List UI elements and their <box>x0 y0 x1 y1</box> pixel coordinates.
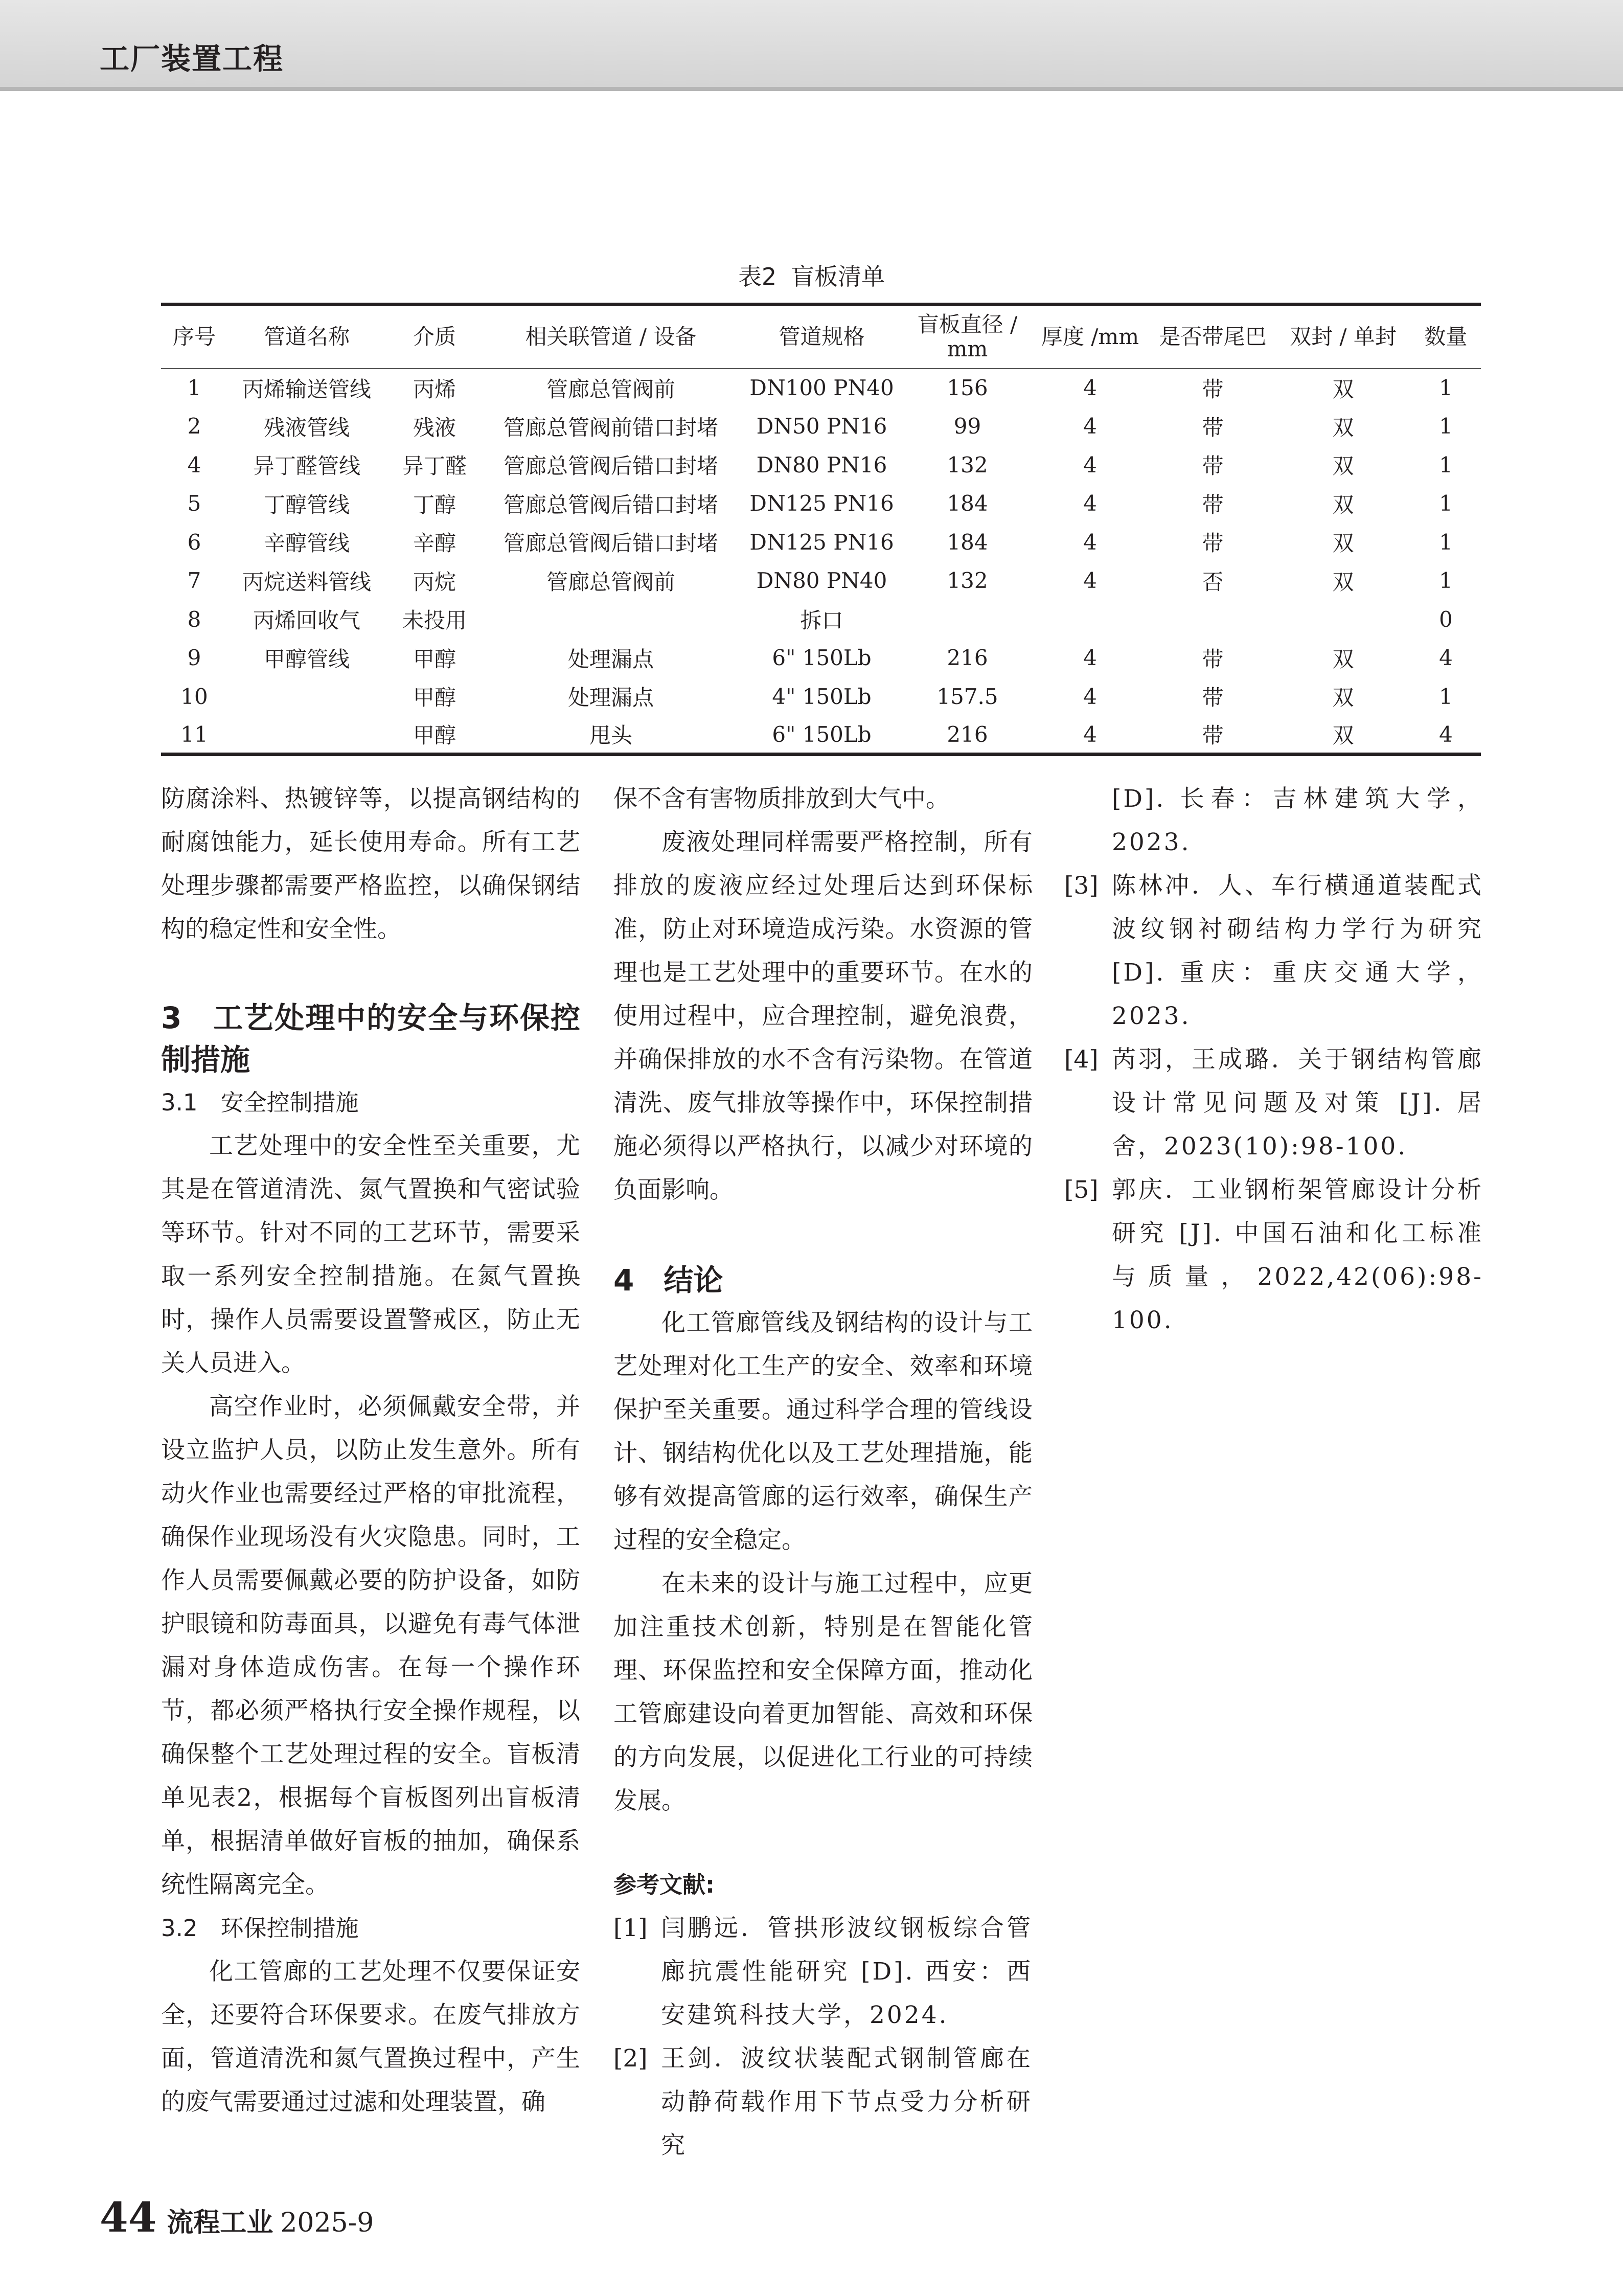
table-cell: 异丁醛 <box>402 453 467 479</box>
reference-item <box>1064 864 1483 1038</box>
table-cell: 管廊总管阀后错口封堵 <box>503 492 718 517</box>
table-cell <box>227 677 386 716</box>
table-cell: 带 <box>1202 376 1224 402</box>
table-cell: 双 <box>1332 492 1354 517</box>
paragraph: 化工管廊管线及钢结构的设计与工艺处理对化工生产的安全、效率和环境保护至关重要。通过科学合理的管线设计、钢结构优化以及工艺处理措施，能够有效提高管廊的运行效率，确保生产过程的安全稳定。 <box>613 1309 1033 1554</box>
table-cell: 带 <box>1202 646 1224 672</box>
reference-text: 芮羽，王成璐．关于钢结构管廊设计常见问题及对策 [J]. 居舍，2023(10):98-100. <box>1112 1045 1483 1161</box>
table-cell: 带 <box>1202 531 1224 556</box>
table-cell: 甲醇 <box>413 646 456 672</box>
section-heading: 3 工艺处理中的安全与环保控制措施 <box>161 1001 580 1077</box>
table-cell: 甩头 <box>589 723 632 748</box>
table-cell: 2 <box>187 414 201 439</box>
table-cell: 4 <box>1083 452 1097 478</box>
table-row <box>161 523 1481 562</box>
table-cell <box>227 716 386 755</box>
table-cell: 4 <box>1083 645 1097 671</box>
table-cell: 6" 150Lb <box>772 721 872 747</box>
table-cell: DN125 PN16 <box>749 491 894 516</box>
reference-text: 陈林冲．人、车行横通道装配式波纹钢衬砌结构力学行为研究 [D]. 重庆：重庆交通大学，2023. <box>1112 872 1483 1030</box>
table-cell: 4 <box>1083 529 1097 555</box>
table-cell: 1 <box>1439 529 1453 555</box>
table-cell <box>1150 600 1275 639</box>
table-cell: 4" 150Lb <box>772 684 872 709</box>
page-number: 44 <box>100 2193 157 2241</box>
table-cell: DN125 PN16 <box>749 529 894 555</box>
table-cell: 拆口 <box>800 608 843 633</box>
table-cell: 辛醇管线 <box>263 531 350 556</box>
column-header: 厚度 /mm <box>1041 324 1139 350</box>
table-cell: 残液 <box>413 415 456 440</box>
table-cell: 216 <box>947 721 988 747</box>
table-cell: 双 <box>1332 376 1354 402</box>
table-cell: 管廊总管阀前 <box>546 569 675 595</box>
table-cell: 丙烷送料管线 <box>242 569 371 595</box>
column-1 <box>161 777 580 2124</box>
table-cell: 双 <box>1332 569 1354 595</box>
table-cell: 带 <box>1202 415 1224 440</box>
journal-name: 流程工业 <box>167 2207 273 2238</box>
table-row <box>161 446 1481 485</box>
table-cell: 184 <box>947 529 988 555</box>
table-cell: 1 <box>1439 414 1453 439</box>
table-cell: 4 <box>1083 375 1097 401</box>
paragraph: 保不含有害物质排放到大气中。 <box>613 785 950 813</box>
table-cell: 双 <box>1332 531 1354 556</box>
table-cell: 丁醇管线 <box>263 492 350 517</box>
table-row <box>161 407 1481 446</box>
table-cell: 甲醇 <box>413 685 456 711</box>
subsection-heading: 3.2 环保控制措施 <box>161 1915 359 1942</box>
table-cell: 10 <box>180 684 208 709</box>
table-cell <box>905 600 1030 639</box>
table-cell: 157.5 <box>936 684 998 709</box>
table-label: 表2 <box>738 263 777 290</box>
table-cell: 132 <box>947 452 988 478</box>
page-footer <box>100 2193 374 2241</box>
table-header-row <box>161 305 1481 369</box>
reference-item <box>1064 1038 1483 1168</box>
table-cell: 11 <box>180 721 208 747</box>
section-title: 工厂装置工程 <box>100 41 284 76</box>
table-caption <box>0 258 1623 292</box>
paragraph: 在未来的设计与施工过程中，应更加注重技术创新，特别是在智能化管理、环保监控和安全保障方面，推动化工管廊建设向着更加智能、高效和环保的方向发展，以促进化工行业的可持续发展。 <box>613 1570 1033 1815</box>
column-header: 管道名称 <box>263 324 350 350</box>
table-cell <box>1275 600 1411 639</box>
table-cell: 4 <box>1083 414 1097 439</box>
table-cell: 4 <box>187 452 201 478</box>
reference-number: [5] <box>1064 1176 1099 1204</box>
table-cell: 1 <box>1439 684 1453 709</box>
table-cell: 7 <box>187 568 201 594</box>
table-cell: 0 <box>1439 606 1453 632</box>
table-cell: 甲醇管线 <box>263 646 350 672</box>
column-2 <box>613 777 1033 2167</box>
reference-number: [2] <box>613 2044 648 2073</box>
reference-number: [3] <box>1064 872 1099 900</box>
column-header: 双封 / 单封 <box>1290 324 1397 350</box>
table-cell: 4 <box>1083 684 1097 709</box>
table-cell: 异丁醛管线 <box>253 453 360 479</box>
section-heading: 4 结论 <box>613 1263 723 1298</box>
column-3 <box>1064 777 1483 1342</box>
table-cell: 甲醇 <box>413 723 456 748</box>
table-cell: 丙烯 <box>413 376 456 402</box>
column-header: 盲板直径 / mm <box>917 312 1018 362</box>
table-cell: 5 <box>187 491 201 516</box>
table-cell: 1 <box>187 375 201 401</box>
table-cell: 残液管线 <box>263 415 350 440</box>
table-cell: 双 <box>1332 453 1354 479</box>
table-cell: 1 <box>1439 491 1453 516</box>
table-cell: 132 <box>947 568 988 594</box>
running-header <box>0 0 1623 91</box>
table-cell: 双 <box>1332 723 1354 748</box>
table-cell: 否 <box>1202 569 1224 595</box>
table-cell: DN100 PN40 <box>749 375 894 401</box>
table-row <box>161 677 1481 716</box>
table-row <box>161 369 1481 407</box>
table-row <box>161 639 1481 677</box>
table-cell: 处理漏点 <box>567 685 654 711</box>
table-cell: 丙烯回收气 <box>253 608 360 633</box>
table-cell: 丁醇 <box>413 492 456 517</box>
reference-text: 郭庆．工业钢桁架管廊设计分析研究 [J]. 中国石油和化工标准与质量，2022,42(06):98-100. <box>1112 1176 1483 1334</box>
table-cell: 双 <box>1332 415 1354 440</box>
table-cell: 丙烷 <box>413 569 456 595</box>
table-cell: DN80 PN40 <box>756 568 887 594</box>
table-cell: 带 <box>1202 453 1224 479</box>
references-heading: 参考文献: <box>613 1871 715 1898</box>
table-cell: 156 <box>947 375 988 401</box>
table-cell: 管廊总管阀后错口封堵 <box>503 531 718 556</box>
table-cell: 管廊总管阀后错口封堵 <box>503 453 718 479</box>
reference-item <box>1064 1168 1483 1342</box>
table-cell: 9 <box>187 645 201 671</box>
table-row <box>161 600 1481 639</box>
table-cell: 双 <box>1332 646 1354 672</box>
table-cell <box>483 600 739 639</box>
table-cell: 1 <box>1439 568 1453 594</box>
table-cell: 未投用 <box>402 608 467 633</box>
subsection-heading: 3.1 安全控制措施 <box>161 1089 359 1116</box>
column-header: 介质 <box>413 324 456 350</box>
reference-number: [4] <box>1064 1045 1099 1074</box>
table-cell <box>1030 600 1150 639</box>
table-cell: 1 <box>1439 375 1453 401</box>
column-header: 序号 <box>172 324 216 350</box>
table-row <box>161 561 1481 600</box>
reference-text: 王剑．波纹状装配式钢制管廊在动静荷载作用下节点受力分析研究 <box>661 2044 1033 2159</box>
column-header: 管道规格 <box>779 324 865 350</box>
blind-plate-table <box>161 303 1481 756</box>
column-header: 是否带尾巴 <box>1159 324 1267 350</box>
paragraph: 高空作业时，必须佩戴安全带，并设立监护人员，以防止发生意外。所有动火作业也需要经过严格的审批流程，确保作业现场没有火灾隐患。同时，工作人员需要佩戴必要的防护设备，如防护眼镜和防毒面具，以避免有毒气体泄漏对身体造成伤害。在每一个操作环节，都必须严格执行安全操作规程，以确保整个工艺处理过程的安全。盲板清单见表2，根据每个盲板图列出盲板清单，根据清单做好盲板的抽加，确保系统性隔离完全。 <box>161 1393 580 1899</box>
reference-item <box>613 1906 1033 2037</box>
reference-item-continued <box>1064 777 1483 864</box>
paragraph: 化工管廊的工艺处理不仅要保证安全，还要符合环保要求。在废气排放方面，管道清洗和氮气置换过程中，产生的废气需要通过过滤和处理装置，确 <box>161 1958 580 2116</box>
table-cell: 管廊总管阀前错口封堵 <box>503 415 718 440</box>
column-header: 数量 <box>1424 324 1468 350</box>
paragraph: 防腐涂料、热镀锌等，以提高钢结构的耐腐蚀能力，延长使用寿命。所有工艺处理步骤都需要严格监控，以确保钢结构的稳定性和安全性。 <box>161 785 580 943</box>
table-cell: 4 <box>1439 721 1453 747</box>
table-row <box>161 484 1481 523</box>
table-cell: 4 <box>1083 568 1097 594</box>
table-cell: 8 <box>187 606 201 632</box>
table-cell: 辛醇 <box>413 531 456 556</box>
paragraph: 废液处理同样需要严格控制，所有排放的废液应经过处理后达到环保标准，防止对环境造成污染。水资源的管理也是工艺处理中的重要环节。在水的使用过程中，应合理控制，避免浪费，并确保排放的水不含有污染物。在管道清洗、废气排放等操作中，环保控制措施必须得以严格执行，以减少对环境的负面影响。 <box>613 828 1033 1204</box>
table-cell: DN50 PN16 <box>756 414 887 439</box>
table-cell: 带 <box>1202 492 1224 517</box>
table-cell: 6 <box>187 529 201 555</box>
table-cell: 4 <box>1439 645 1453 671</box>
table-cell: 4 <box>1083 721 1097 747</box>
table-cell: 216 <box>947 645 988 671</box>
table-cell: 99 <box>953 414 981 439</box>
table-cell: 丙烯输送管线 <box>242 376 371 402</box>
issue: 2025-9 <box>280 2208 374 2238</box>
table-cell: DN80 PN16 <box>756 452 887 478</box>
paragraph: 工艺处理中的安全性至关重要，尤其是在管道清洗、氮气置换和气密试验等环节。针对不同的工艺环节，需要采取一系列安全控制措施。在氮气置换时，操作人员需要设置警戒区，防止无关人员进入。 <box>161 1132 580 1377</box>
table-cell: 管廊总管阀前 <box>546 376 675 402</box>
reference-text: [D]. 长春：吉林建筑大学，2023. <box>1112 785 1483 856</box>
table-cell: 4 <box>1083 491 1097 516</box>
table-cell: 双 <box>1332 685 1354 711</box>
table-title: 盲板清单 <box>791 263 885 290</box>
reference-number: [1] <box>613 1914 648 1942</box>
column-header: 相关联管道 / 设备 <box>525 324 697 350</box>
table-cell: 1 <box>1439 452 1453 478</box>
table-cell: 6" 150Lb <box>772 645 872 671</box>
reference-text: 闫鹏远．管拱形波纹钢板综合管廊抗震性能研究 [D]. 西安：西安建筑科技大学，2024. <box>661 1914 1033 2029</box>
table-cell: 带 <box>1202 723 1224 748</box>
table-cell: 处理漏点 <box>567 646 654 672</box>
table-row <box>161 716 1481 755</box>
table-cell: 184 <box>947 491 988 516</box>
reference-item <box>613 2037 1033 2167</box>
table-cell: 带 <box>1202 685 1224 711</box>
